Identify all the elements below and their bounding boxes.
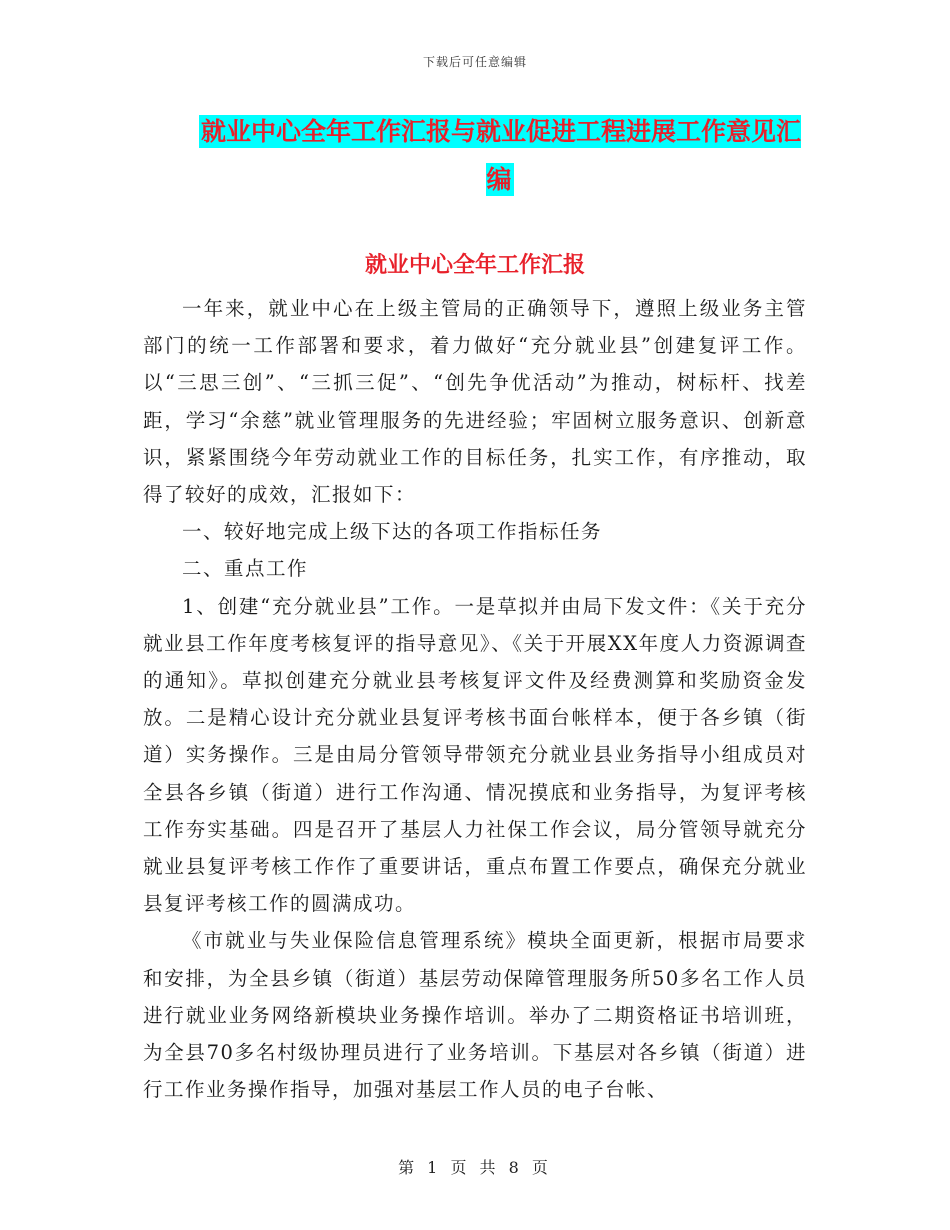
paragraph: 1、创建“充分就业县”工作。一是草拟并由局下发文件：《关于充分就业县工作年度考核复评的指导意见》、《关于开展XX年度人力资源调查的通知》。草拟创建充分就业县考核复评文件及经费测算和奖励资金发放。二是精心设计充分就业县复评考核书面台帐样本，便于各乡镇（街道）实务操作。三是由局分管领导带领充分就业县业务指导小组成员对全县各乡镇（街道）进行工作沟通、情况摸底和业务指导，为复评考核工作夯实基础。四是召开了基层人力社保工作会议，局分管领导就充分就业县复评考核工作作了重要讲话，重点布置工作要点，确保充分就业县复评考核工作的圆满成功。: [143, 594, 807, 916]
header-note: 下载后可任意编辑: [422, 55, 527, 69]
document-title-text: 就业中心全年工作汇报与就业促进工程进展工作意见汇编: [200, 117, 801, 194]
page-number-footer: 第 1 页 共 8 页: [398, 1158, 552, 1177]
paragraph: 一、较好地完成上级下达的各项工作指标任务: [182, 520, 603, 544]
document-body: [143, 290, 807, 1108]
document-title: [190, 108, 810, 204]
paragraph: 二、重点工作: [182, 557, 309, 581]
paragraph: 一年来，就业中心在上级主管局的正确领导下，遵照上级业务主管部门的统一工作部署和要求，着力做好“充分就业县”创建复评工作。以“三思三创”、“三抓三促”、“创先争优活动”为推动，树标杆、找差距，学习“余慈”就业管理服务的先进经验；牢固树立服务意识、创新意识，紧紧围绕今年劳动就业工作的目标任务，扎实工作，有序推动，取得了较好的成效，汇报如下：: [143, 297, 807, 507]
section-title: 就业中心全年工作汇报: [364, 253, 585, 278]
paragraph: 《市就业与失业保险信息管理系统》模块全面更新，根据市局要求和安排，为全县乡镇（街道）基层劳动保障管理服务所50多名工作人员进行就业业务网络新模块业务操作培训。举办了二期资格证书培训班，为全县70多名村级协理员进行了业务培训。下基层对各乡镇（街道）进行工作业务操作指导，加强对基层工作人员的电子台帐、: [143, 929, 807, 1102]
